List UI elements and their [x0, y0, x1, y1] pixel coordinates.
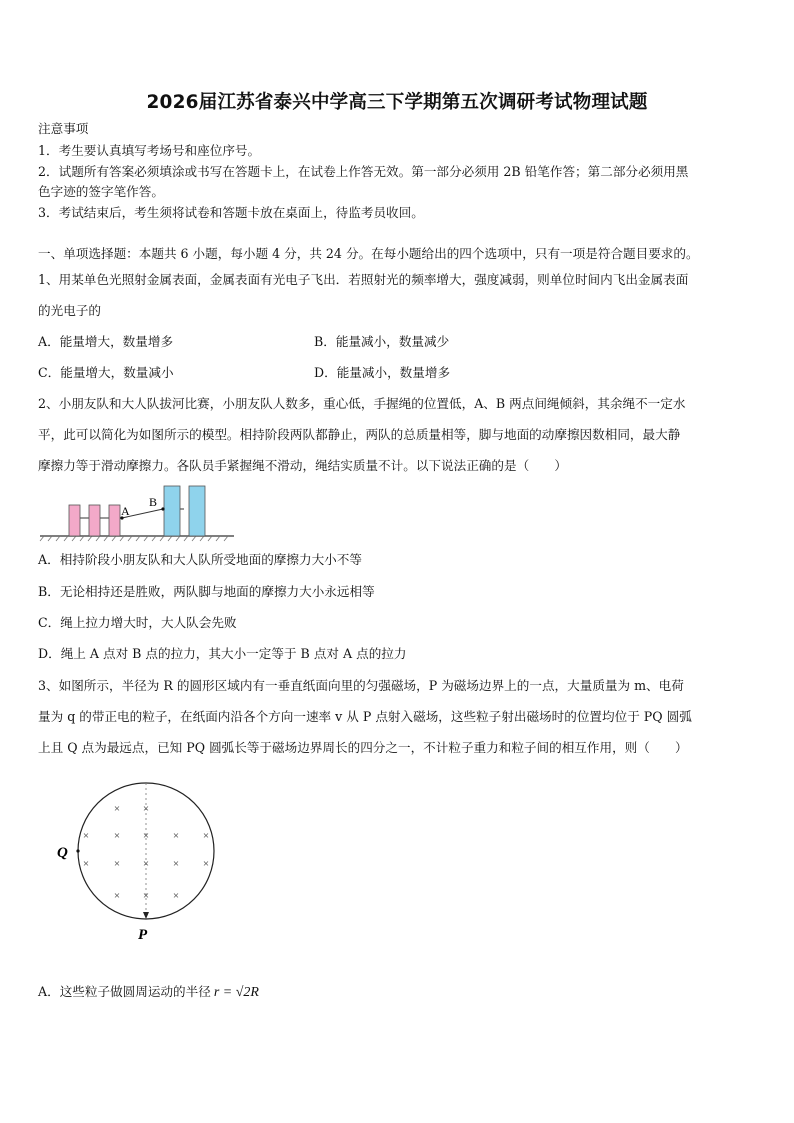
notice-heading: 注意事项 [38, 121, 89, 136]
point-q-dot [76, 849, 79, 852]
svg-text:×: × [172, 830, 180, 842]
svg-text:×: × [172, 890, 180, 902]
svg-text:×: × [113, 858, 121, 870]
q3-option-a-formula: r = √2R [213, 985, 259, 1000]
notice-item: 1．考生要认真填写考场号和座位序号。 [38, 143, 261, 158]
svg-text:×: × [172, 858, 180, 870]
tug-of-war-figure [38, 482, 238, 542]
adult-block [189, 486, 205, 536]
q2-stem: 摩擦力等于滑动摩擦力。各队员手紧握绳不滑动，绳结实质量不计。以下说法正确的是（ ） [38, 458, 567, 473]
svg-text:×: × [142, 830, 150, 842]
q1-option-d: D．能量减小，数量增多 [314, 365, 451, 380]
q3-option-a [38, 984, 259, 1001]
q2-option-b: B．无论相持还是胜败，两队脚与地面的摩擦力大小永远相等 [38, 584, 375, 599]
adult-block [164, 486, 180, 536]
section-heading: 一、单项选择题：本题共 6 小题，每小题 4 分，共 24 分。在每小题给出的四个选项中，只有一项是符合题目要求的。 [38, 246, 699, 261]
q1-option-c: C．能量增大，数量减小 [38, 365, 174, 380]
notice-item: 色字迹的签字笔作答。 [38, 184, 164, 199]
magnetic-field-figure [48, 768, 228, 944]
field-crosses [83, 803, 209, 902]
child-block [89, 505, 100, 536]
q2-option-a: A．相持阶段小朋友队和大人队所受地面的摩擦力大小不等 [38, 552, 362, 567]
point-b-label: B [149, 495, 158, 509]
point-b-dot [161, 507, 164, 510]
q3-option-a-text: A．这些粒子做圆周运动的半径 [38, 984, 211, 999]
point-p-label: P [138, 927, 148, 943]
svg-text:×: × [202, 830, 210, 842]
svg-text:×: × [202, 858, 210, 870]
svg-text:×: × [82, 830, 90, 842]
q2-stem: 平，此可以简化为如图所示的模型。相持阶段两队都静止，两队的总质量相等，脚与地面的动摩擦因数相同，最大静 [38, 427, 681, 442]
q2-option-c: C．绳上拉力增大时，大人队会先败 [38, 615, 237, 630]
q2-option-d: D．绳上 A 点对 B 点的拉力，其大小一定等于 B 点对 A 点的拉力 [38, 646, 407, 661]
q3-stem: 上且 Q 点为最远点，已知 PQ 圆弧长等于磁场边界周长的四分之一，不计粒子重力和粒子间的相互作用，则（ ） [38, 740, 688, 755]
q2-stem: 2、小朋友队和大人队拔河比赛，小朋友队人数多，重心低，手握绳的位置低，A、B 两点间绳倾斜，其余绳不一定水 [38, 396, 686, 411]
svg-text:×: × [113, 830, 121, 842]
notice-item: 3．考试结束后，考生须将试卷和答题卡放在桌面上，待监考员收回。 [38, 205, 424, 220]
q1-stem: 的光电子的 [38, 303, 101, 318]
q1-option-a: A．能量增大，数量增多 [38, 334, 174, 349]
point-a-label: A [121, 504, 130, 518]
point-q-label: Q [57, 845, 68, 861]
page-title: 2026届江苏省泰兴中学高三下学期第五次调研考试物理试题 [146, 92, 648, 113]
q1-option-b: B．能量减小，数量减少 [314, 334, 450, 349]
svg-text:×: × [82, 858, 90, 870]
svg-text:×: × [113, 803, 121, 815]
q3-stem: 3、如图所示，半径为 R 的圆形区域内有一垂直纸面向里的匀强磁场，P 为磁场边界上的一点，大量质量为 m、电荷 [38, 678, 684, 693]
notice-item: 2．试题所有答案必须填涂或书写在答题卡上，在试卷上作答无效。第一部分必须用 2B 铅笔作答；第二部分必须用黑 [38, 164, 689, 179]
svg-text:×: × [142, 803, 150, 815]
q3-stem: 量为 q 的带正电的粒子，在纸面内沿各个方向一速率 v 从 P 点射入磁场，这些粒子射出磁场时的位置均位于 PQ 圆弧 [38, 709, 692, 724]
child-block [109, 505, 120, 536]
q1-stem: 1、用某单色光照射金属表面，金属表面有光电子飞出．若照射光的频率增大，强度减弱，则单位时间内飞出金属表面 [38, 272, 689, 287]
entry-arrow-icon [143, 912, 149, 919]
svg-text:×: × [142, 890, 150, 902]
svg-text:×: × [142, 858, 150, 870]
child-block [69, 505, 80, 536]
svg-text:×: × [113, 890, 121, 902]
